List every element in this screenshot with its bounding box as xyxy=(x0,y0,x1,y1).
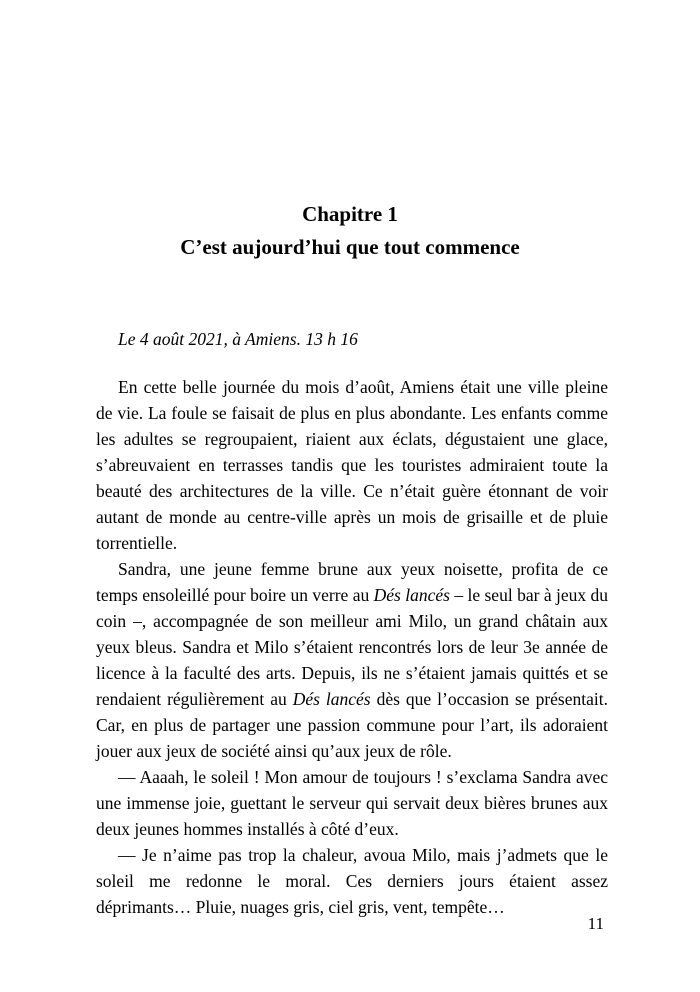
dialogue-paragraph: — Aaaah, le soleil ! Mon amour de toujours ! s’exclama Sandra avec une immense joie, guettant le serveur qui servait deux bières brunes aux deux jeunes hommes installés à côté d’eux. xyxy=(96,767,608,839)
dateline: Le 4 août 2021, à Amiens. 13 h 16 xyxy=(118,329,358,349)
bar-name-italic: Dés lancés xyxy=(373,585,450,605)
text-block-dialogue xyxy=(96,764,608,920)
text-block-narrative xyxy=(96,374,608,764)
bar-name-italic: Dés lancés xyxy=(292,689,371,709)
chapter-heading xyxy=(0,198,700,264)
paragraph-segment: – le seul bar à jeux du coin –, accompagnée de son meilleur ami Milo, un grand châtain aux yeux bleus. Sandra et Milo s’étaient rencontrés lors de leur 3e année de licence à la faculté des arts. Depuis, ils ne s’étaient jamais quittés et se rendaient régulièrement au xyxy=(96,585,608,709)
page-number: 11 xyxy=(587,914,604,933)
paragraph-segment: dès que l’occasion se présentait. Car, en plus de partager une passion commune pour l’art, ils adoraient jouer aux jeux de société ainsi qu’aux jeux de rôle. xyxy=(96,689,608,761)
paragraph xyxy=(96,556,608,764)
chapter-title: C’est aujourd’hui que tout commence xyxy=(180,235,520,259)
dialogue-paragraph: — Je n’aime pas trop la chaleur, avoua Milo, mais j’admets que le soleil me redonne le moral. Ces derniers jours étaient assez déprimants… Pluie, nuages gris, ciel gris, vent, tempête… xyxy=(96,845,608,917)
chapter-number: Chapitre 1 xyxy=(302,202,398,226)
paragraph: En cette belle journée du mois d’août, Amiens était une ville pleine de vie. La foule se faisait de plus en plus abondante. Les enfants comme les adultes se regroupaient, riaient aux éclats, dégustaient une glace, s’abreuvaient en terrasses tandis que les touristes admiraient toute la beauté des architectures de la ville. Ce n’était guère étonnant de voir autant de monde au centre-ville après un mois de grisaille et de pluie torrentielle. xyxy=(96,377,608,553)
paragraph-segment: Sandra, une jeune femme brune aux yeux noisette, profita de ce temps ensoleillé pour boire un verre au xyxy=(96,559,608,605)
